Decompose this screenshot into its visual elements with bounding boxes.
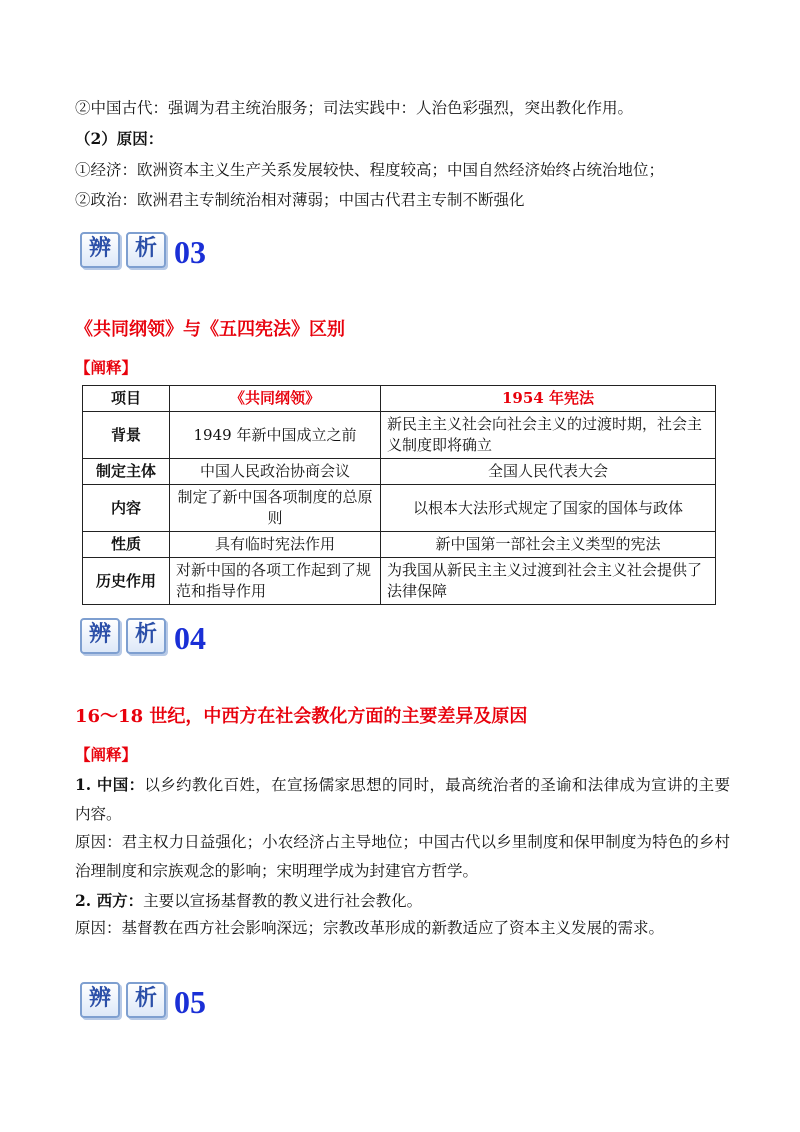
table-header: 项目 (83, 386, 170, 412)
section-title: 《共同纲领》与《五四宪法》区别 (75, 319, 345, 340)
table-cell: 性质 (83, 532, 170, 558)
table-cell: 制定主体 (83, 459, 170, 485)
badge-char: 析 (126, 982, 166, 1018)
table-cell: 中国人民政治协商会议 (170, 459, 381, 485)
badge-char: 辨 (80, 982, 120, 1018)
table-row (83, 532, 716, 558)
table-cell: 背景 (83, 412, 170, 459)
badge-char: 析 (126, 232, 166, 268)
table-row (83, 558, 716, 605)
table-cell: 制定了新中国各项制度的总原则 (170, 485, 381, 532)
text-line: ①经济：欧洲资本主义生产关系发展较快、程度较高；中国自然经济始终占统治地位； (75, 161, 665, 179)
table-cell: 历史作用 (83, 558, 170, 605)
explanation-label: 【阐释】 (75, 745, 138, 764)
table-cell: 新民主主义社会向社会主义的过渡时期，社会主义制度即将确立 (381, 412, 716, 459)
paragraph-lead: 2. 西方： (75, 891, 144, 910)
table-header-row (83, 386, 716, 412)
table-header: 《共同纲领》 (170, 386, 381, 412)
paragraph: 原因：君主权力日益强化；小农经济占主导地位；中国古代以乡里制度和保甲制度为特色的乡村治理制度和宗族观念的影响；宋明理学成为封建官方哲学。 (75, 833, 730, 880)
paragraph (75, 886, 730, 916)
badge-char: 析 (126, 618, 166, 654)
paragraph-body: 主要以宣扬基督教的教义进行社会教化。 (143, 892, 423, 910)
badge-char: 辨 (80, 232, 120, 268)
badge-number: 03 (174, 234, 206, 270)
comparison-table (82, 385, 716, 605)
paragraph: 原因：基督教在西方社会影响深远；宗教改革形成的新教适应了资本主义发展的需求。 (75, 919, 665, 937)
section-badge (80, 614, 206, 654)
paragraph-body: 以乡约教化百姓，在宣扬儒家思想的同时，最高统治者的圣谕和法律成为宣讲的主要内容。 (75, 776, 730, 823)
table-row (83, 412, 716, 459)
explanation-label: 【阐释】 (75, 358, 138, 377)
table-cell: 新中国第一部社会主义类型的宪法 (381, 532, 716, 558)
table-cell: 全国人民代表大会 (381, 459, 716, 485)
table-row (83, 485, 716, 532)
table-cell: 具有临时宪法作用 (170, 532, 381, 558)
table-cell: 1949 年新中国成立之前 (170, 412, 381, 459)
table-cell: 内容 (83, 485, 170, 532)
table-cell: 以根本大法形式规定了国家的国体与政体 (381, 485, 716, 532)
badge-number: 05 (174, 984, 206, 1020)
paragraph-lead: 1. 中国： (75, 775, 145, 794)
table-cell: 对新中国的各项工作起到了规范和指导作用 (170, 558, 381, 605)
paragraph (75, 770, 730, 829)
table-header: 1954 年宪法 (381, 386, 716, 412)
badge-char: 辨 (80, 618, 120, 654)
subheading-reasons: （2）原因： (75, 129, 164, 148)
text-line: ②政治：欧洲君主专制统治相对薄弱；中国古代君主专制不断强化 (75, 191, 525, 209)
section-badge (80, 228, 206, 268)
section-badge (80, 978, 206, 1018)
table-row (83, 459, 716, 485)
text-line: ②中国古代：强调为君主统治服务；司法实践中：人治色彩强烈，突出教化作用。 (75, 99, 634, 117)
badge-number: 04 (174, 620, 206, 656)
section-title: 16～18 世纪，中西方在社会教化方面的主要差异及原因 (75, 706, 528, 727)
table-cell: 为我国从新民主主义过渡到社会主义社会提供了法律保障 (381, 558, 716, 605)
